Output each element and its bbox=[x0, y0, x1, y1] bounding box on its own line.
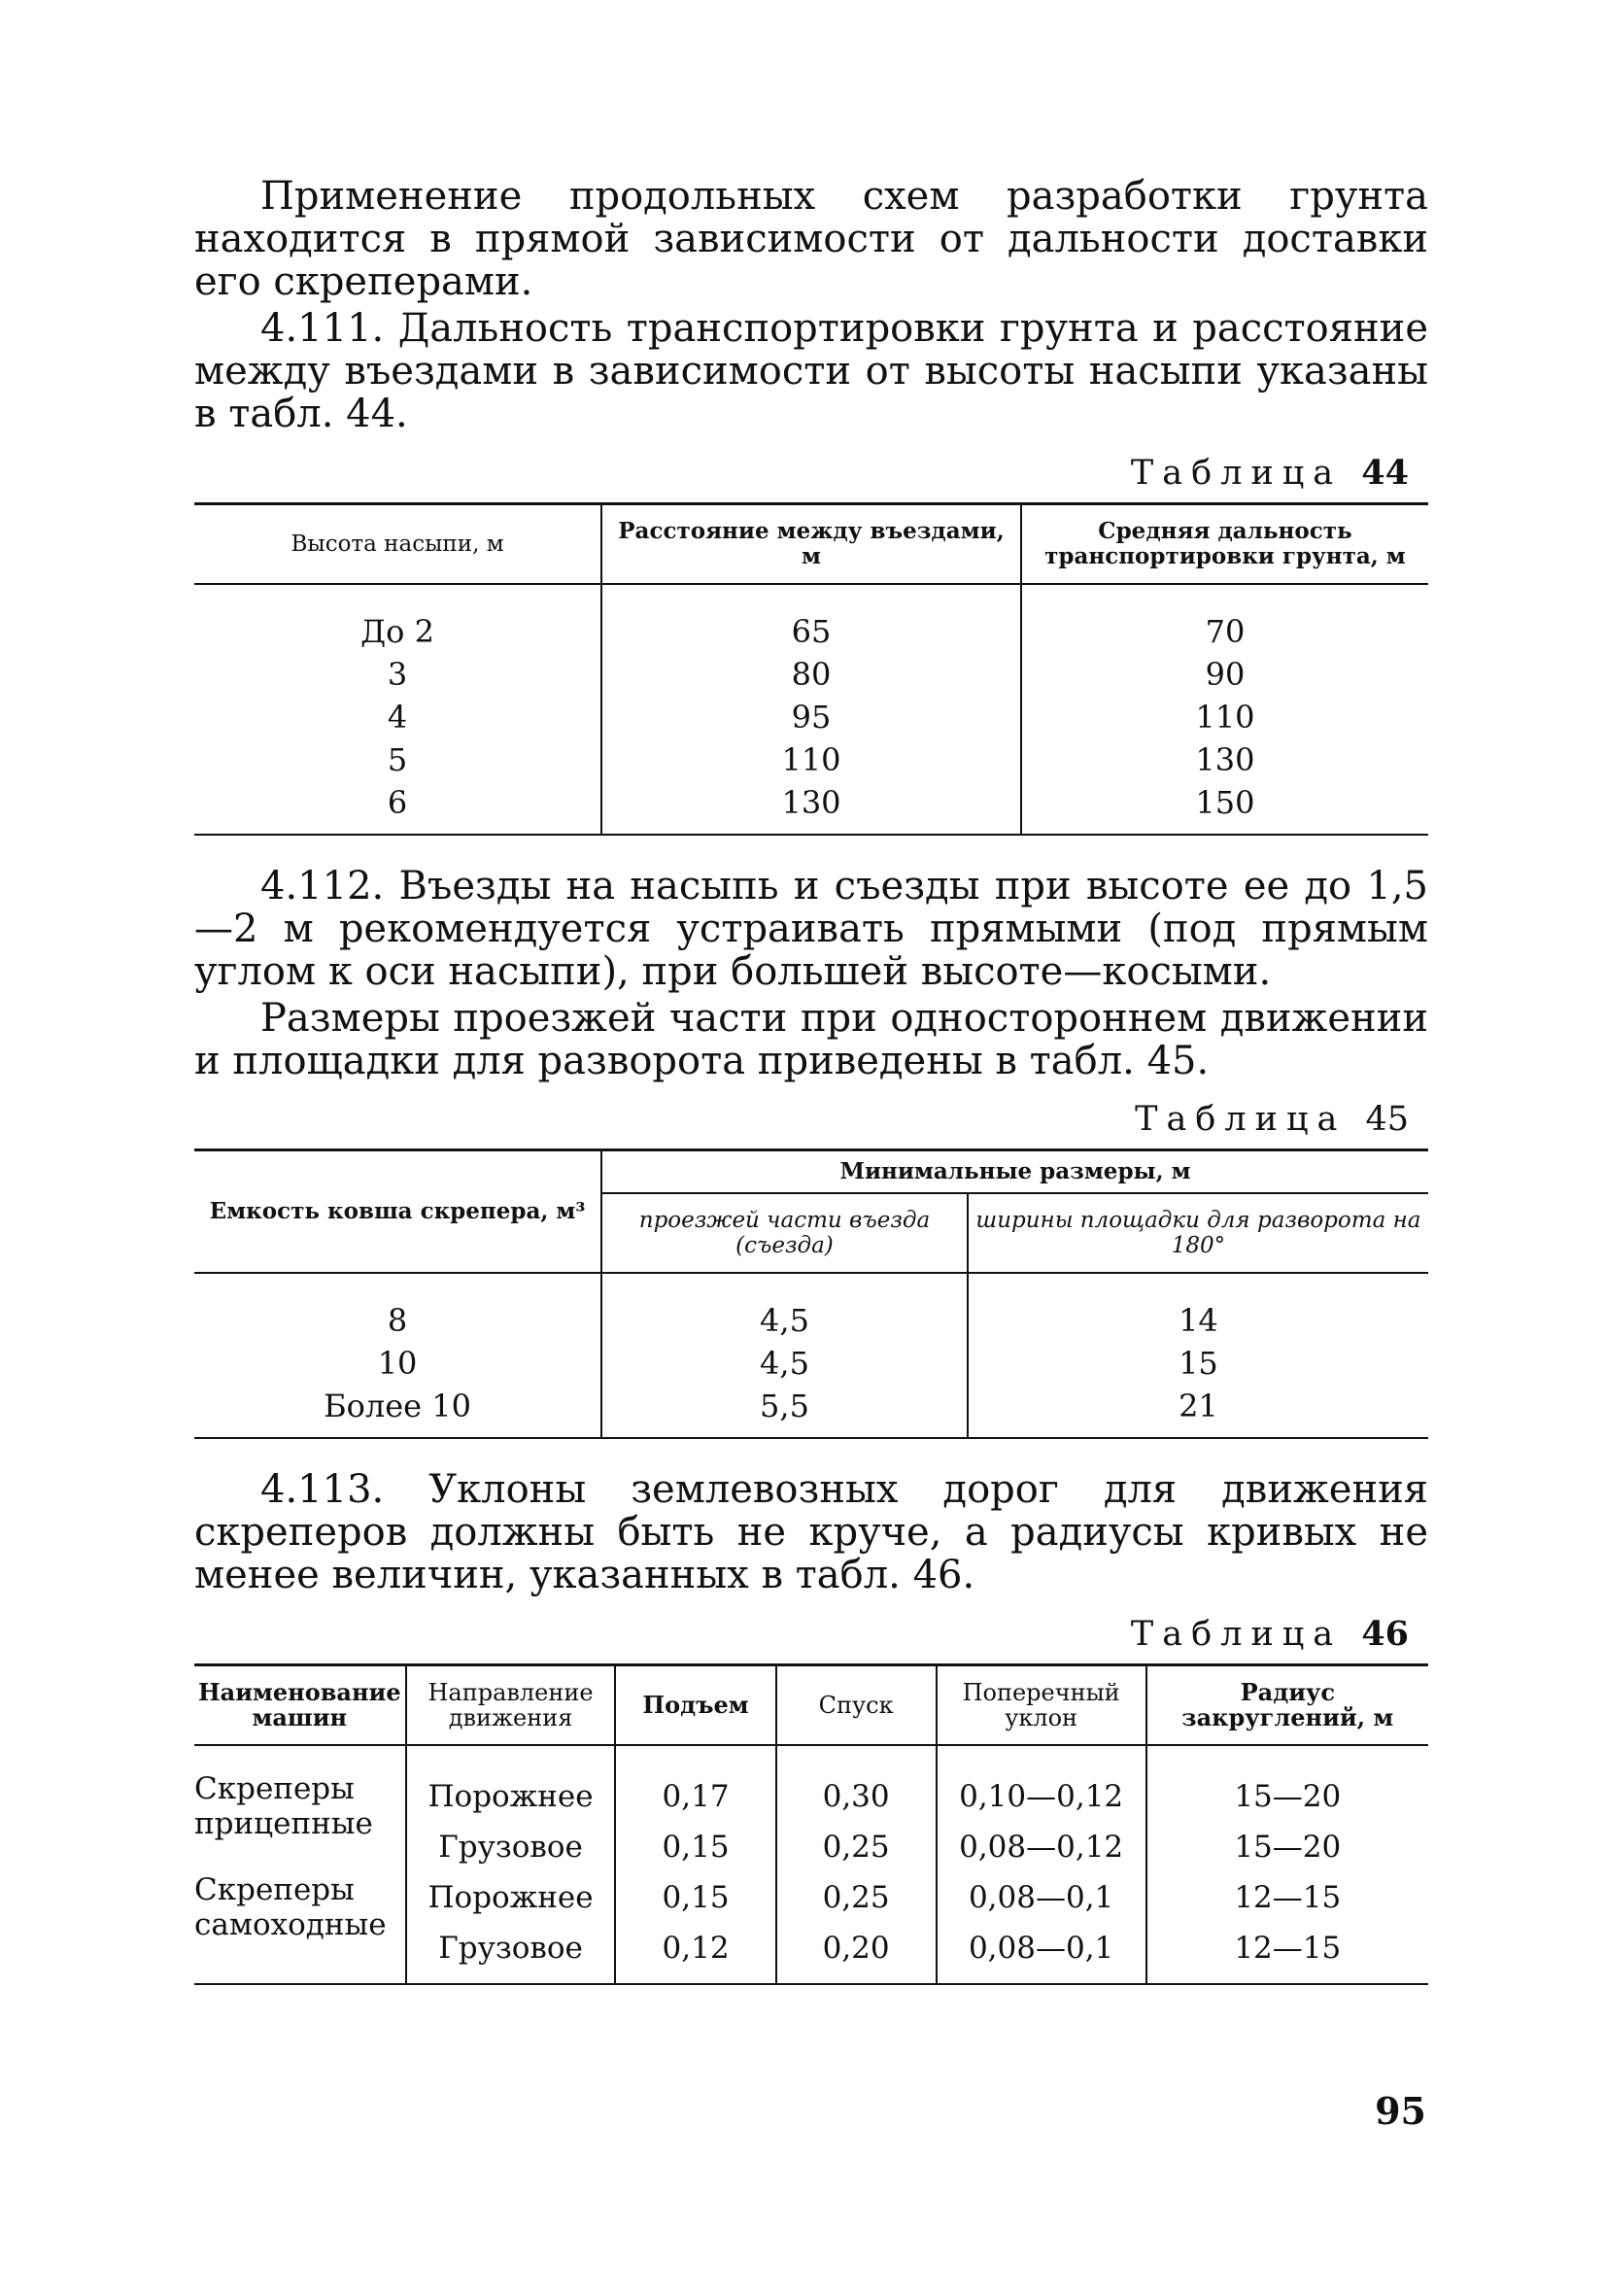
table-cell: Более 10 bbox=[324, 1388, 471, 1424]
table-cell: 0,17 bbox=[615, 1745, 775, 1822]
table-cell: 90 bbox=[1021, 653, 1428, 696]
table-cell: 4 bbox=[387, 699, 408, 736]
table-cell: 65 bbox=[601, 584, 1021, 653]
table-cell: Грузовое bbox=[406, 1822, 616, 1872]
table-row bbox=[194, 1385, 1428, 1438]
table-44-header-distance: Расстояние между въездами, м bbox=[601, 504, 1021, 585]
table-cell: 0,12 bbox=[615, 1923, 775, 1984]
table-cell: 5 bbox=[387, 741, 408, 778]
table-cell: 12—15 bbox=[1146, 1872, 1428, 1923]
table-44 bbox=[194, 502, 1428, 836]
table-cell: 0,08—0,1 bbox=[937, 1923, 1146, 1984]
table-45-header-capacity: Емкость ковша скрепера, м³ bbox=[194, 1150, 601, 1274]
table-cell: 5,5 bbox=[601, 1385, 968, 1438]
table-cell: Грузовое bbox=[406, 1923, 616, 1984]
paragraph-1: Применение продольных схем разработки грунта находится в прямой зависимости от дальности доставки его скреперами. bbox=[194, 174, 1428, 304]
table-cell: 15—20 bbox=[1146, 1822, 1428, 1872]
table-cell: 10 bbox=[377, 1345, 418, 1382]
table-cell: 0,10—0,12 bbox=[937, 1745, 1146, 1822]
table-cell: Порожнее bbox=[406, 1872, 616, 1923]
table-cell: 0,08—0,1 bbox=[937, 1872, 1146, 1923]
table-cell: 95 bbox=[601, 696, 1021, 738]
table-row bbox=[194, 1273, 1428, 1342]
table-cell: 0,30 bbox=[776, 1745, 937, 1822]
table-cell: 0,25 bbox=[776, 1822, 937, 1872]
table-45-header-roadway: проезжей части въезда (съезда) bbox=[601, 1193, 968, 1273]
table-row bbox=[194, 653, 1428, 696]
table-row bbox=[194, 781, 1428, 835]
table-row bbox=[194, 1872, 1428, 1923]
table-46-header-radius: Радиус закруглений, м bbox=[1146, 1665, 1428, 1746]
table-row bbox=[194, 584, 1428, 653]
table-46-caption-word: Таблица bbox=[1130, 1615, 1343, 1654]
table-46-caption-number: 46 bbox=[1361, 1614, 1409, 1654]
table-cell: 15 bbox=[968, 1342, 1428, 1385]
table-46 bbox=[194, 1663, 1428, 1985]
paragraph-4-112: 4.112. Въезды на насыпь и съезды при высоте ее до 1,5—2 м рекомендуется устраивать прямыми (под прямым углом к оси насыпи), при большей высоте—косыми. bbox=[194, 864, 1428, 994]
table-46-machine-name: Скреперы самоходные bbox=[194, 1872, 387, 1942]
table-cell: 4,5 bbox=[601, 1342, 968, 1385]
table-45-header-turnaround: ширины площадки для разворота на 180° bbox=[968, 1193, 1428, 1273]
table-cell: 80 bbox=[601, 653, 1021, 696]
table-cell: 4,5 bbox=[601, 1273, 968, 1342]
table-45 bbox=[194, 1148, 1428, 1439]
table-46-header-machine: Наименование машин bbox=[194, 1665, 406, 1746]
table-cell: 15—20 bbox=[1146, 1745, 1428, 1822]
table-44-caption-word: Таблица bbox=[1130, 454, 1343, 493]
table-cell: 8 bbox=[387, 1302, 408, 1339]
table-cell: 3 bbox=[387, 656, 408, 693]
table-cell: 110 bbox=[601, 738, 1021, 781]
paragraph-4-113: 4.113. Уклоны землевозных дорог для движения скреперов должны быть не круче, а радиусы кривых не менее величин, указанных в табл. 46. bbox=[194, 1467, 1428, 1597]
paragraph-4-111: 4.111. Дальность транспортировки грунта и расстояние между въездами в зависимости от высоты насыпи указаны в табл. 44. bbox=[194, 306, 1428, 436]
table-44-caption bbox=[194, 453, 1409, 493]
table-cell: Порожнее bbox=[406, 1745, 616, 1822]
document-page bbox=[194, 175, 1428, 1985]
table-cell: 110 bbox=[1021, 696, 1428, 738]
table-44-header-height: Высота насыпи, м bbox=[194, 504, 601, 585]
table-row bbox=[194, 738, 1428, 781]
table-46-header-rise: Подъем bbox=[615, 1665, 775, 1746]
table-cell: 0,15 bbox=[615, 1872, 775, 1923]
table-cell: 21 bbox=[968, 1385, 1428, 1438]
table-45-caption-word: Таблица bbox=[1135, 1100, 1347, 1139]
table-45-caption-number: 45 bbox=[1365, 1100, 1409, 1139]
table-row bbox=[194, 1745, 1428, 1822]
table-cell: До 2 bbox=[360, 613, 434, 650]
table-45-header-group: Минимальные размеры, м bbox=[601, 1150, 1428, 1194]
table-cell: 150 bbox=[1021, 781, 1428, 835]
table-46-header-descent: Спуск bbox=[776, 1665, 937, 1746]
table-cell: 12—15 bbox=[1146, 1923, 1428, 1984]
page-number: 95 bbox=[1375, 2089, 1426, 2133]
table-row bbox=[194, 696, 1428, 738]
table-cell: 0,15 bbox=[615, 1822, 775, 1872]
table-cell: 130 bbox=[601, 781, 1021, 835]
table-cell: 0,25 bbox=[776, 1872, 937, 1923]
table-46-machine-name: Скреперы прицепные bbox=[194, 1771, 373, 1841]
table-row bbox=[194, 1342, 1428, 1385]
table-cell: 6 bbox=[387, 784, 408, 821]
table-cell: 0,20 bbox=[776, 1923, 937, 1984]
table-cell: 0,08—0,12 bbox=[937, 1822, 1146, 1872]
table-45-caption bbox=[194, 1100, 1409, 1139]
table-44-caption-number: 44 bbox=[1361, 453, 1409, 493]
paragraph-sizes: Размеры проезжей части при одностороннем движении и площадки для разворота приведены в табл. 45. bbox=[194, 996, 1428, 1083]
table-46-header-cross-slope: Поперечный уклон bbox=[937, 1665, 1146, 1746]
table-cell: 70 bbox=[1021, 584, 1428, 653]
table-cell: 14 bbox=[968, 1273, 1428, 1342]
table-cell: 130 bbox=[1021, 738, 1428, 781]
table-46-header-direction: Направление движения bbox=[406, 1665, 616, 1746]
table-46-caption bbox=[194, 1614, 1409, 1654]
table-44-header-average: Средняя дальность транспортировки грунта, м bbox=[1021, 504, 1428, 585]
